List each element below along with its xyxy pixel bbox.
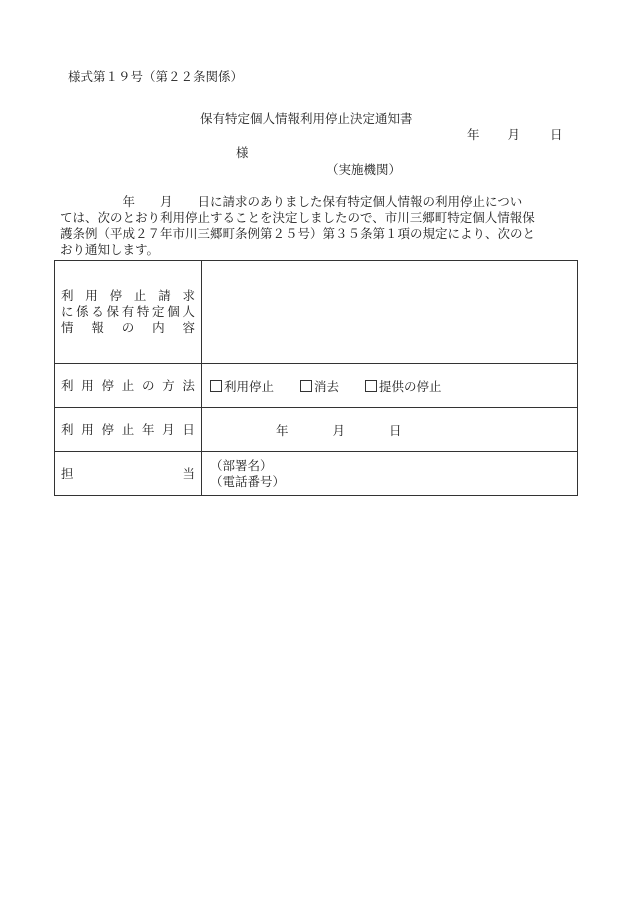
label-char: 担: [61, 465, 74, 481]
label-char: 止: [121, 421, 135, 437]
label-char: 定: [152, 304, 165, 319]
label-char: 特: [136, 304, 150, 319]
label-char: 利: [61, 377, 74, 393]
label-char: 個: [167, 304, 180, 319]
label-char: 有: [121, 304, 135, 319]
stop-date-month: 月: [332, 422, 346, 438]
content-label-line-3: [61, 320, 195, 336]
contact-department: （部署名）: [210, 457, 273, 473]
notice-body-line-1: 年 月 日に請求のありました保有特定個人情報の利用停止につい: [122, 194, 523, 209]
label-char: 係: [76, 304, 89, 319]
notice-body-line-2: ては、次のとおり利用停止することを決定しましたので、市川三郷町特定個人情報保: [60, 210, 535, 225]
table-row-date: [55, 408, 578, 452]
label-char: 内: [152, 320, 165, 335]
contact-phone: （電話番号）: [210, 473, 286, 489]
form-number: 様式第１９号（第２２条関係）: [68, 69, 244, 84]
label-char: 当: [182, 465, 195, 481]
label-char: 報: [91, 320, 104, 335]
label-char: 利: [61, 421, 74, 437]
date-label: [55, 408, 202, 452]
label-char: 請: [158, 288, 171, 303]
label-char: 方: [162, 377, 175, 393]
content-value[interactable]: [202, 261, 578, 364]
method-option-stop-provision[interactable]: 提供の停止: [365, 377, 442, 395]
checkbox-icon[interactable]: [210, 380, 222, 392]
table-row-method: [55, 364, 578, 408]
label-char: 日: [182, 421, 195, 437]
label-char: 用: [85, 288, 98, 303]
method-label: [55, 364, 202, 408]
label-char: 止: [133, 288, 147, 303]
issue-date-day: 日: [550, 127, 563, 142]
label-char: 保: [106, 304, 120, 319]
label-char: の: [121, 320, 135, 335]
label-char: 停: [109, 288, 123, 303]
notice-table: [54, 260, 578, 496]
issue-date-year: 年: [467, 127, 480, 142]
label-char: 年: [141, 421, 155, 437]
document-title: 保有特定個人情報利用停止決定通知書: [200, 111, 413, 126]
label-char: 用: [81, 421, 94, 437]
stop-date-value[interactable]: [202, 408, 578, 452]
label-char: の: [141, 377, 155, 393]
contact-label: [55, 452, 202, 496]
stop-date-day: 日: [389, 422, 402, 438]
content-label: [55, 261, 202, 364]
label-char: る: [91, 304, 104, 319]
label-char: 人: [182, 304, 195, 319]
label-char: 用: [81, 377, 94, 393]
label-char: 止: [121, 377, 135, 393]
stop-date-year: 年: [276, 422, 289, 438]
content-label-line-2: [61, 304, 195, 320]
method-options: [202, 364, 578, 408]
label-char: 法: [182, 377, 195, 393]
label-char: 停: [101, 421, 114, 437]
issuer-agency: （実施機関）: [326, 162, 402, 177]
notice-body-line-3: 護条例（平成２７年市川三郷町条例第２５号）第３５条第１項の規定により、次のと: [60, 226, 536, 241]
checkbox-icon[interactable]: [365, 380, 377, 392]
checkbox-icon[interactable]: [300, 380, 312, 392]
label-char: 情: [61, 320, 74, 335]
content-label-line-1: [61, 288, 195, 304]
label-char: 利: [61, 288, 74, 303]
notice-body: [60, 194, 580, 258]
table-row-contact: [55, 452, 578, 496]
label-char: 求: [182, 288, 195, 303]
label-char: 月: [162, 421, 175, 437]
label-char: に: [61, 304, 74, 319]
method-option-erase[interactable]: 消去: [300, 377, 339, 395]
label-char: 容: [182, 320, 195, 335]
label-char: 停: [101, 377, 114, 393]
method-option-stop-use[interactable]: 利用停止: [210, 377, 274, 395]
issue-date: [467, 127, 563, 143]
issue-date-month: 月: [507, 127, 521, 142]
notice-body-line-4: おり通知します。: [60, 242, 160, 257]
table-row-content: [55, 261, 578, 364]
recipient-suffix: 様: [236, 145, 249, 160]
contact-value[interactable]: [202, 452, 578, 496]
